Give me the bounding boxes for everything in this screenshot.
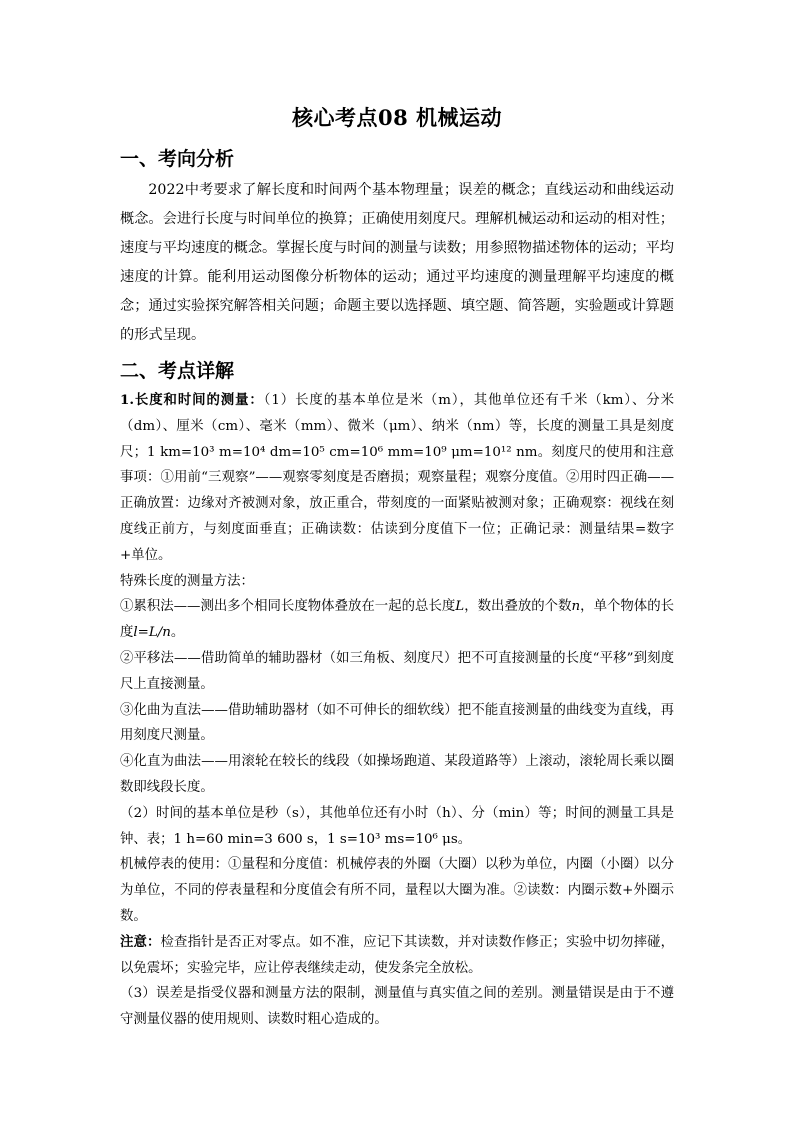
text-run: ，数出叠放的个数 xyxy=(464,599,572,615)
note-label: 注意： xyxy=(120,933,161,950)
paragraph-lead: 1.长度和时间的测量： xyxy=(120,392,264,408)
error-paragraph: （3）误差是指受仪器和测量方法的限制，测量值与真实值之间的差别。测量错误是由于不遵守测量仪器的使用规则、读数时粗心造成的。 xyxy=(120,986,674,1028)
stopwatch-usage-paragraph: 机械停表的使用：①量程和分度值：机械停表的外圈（大圈）以秒为单位，内圈（小圈）以分为单位，不同的停表量程和分度值会有所不同，量程以大圈为准。②读数：内圈示数+外圈示数。 xyxy=(120,857,674,924)
note-paragraph xyxy=(120,930,674,982)
section-heading-analysis: 一、考向分析 xyxy=(120,148,235,170)
special-length-heading: 特殊长度的测量方法： xyxy=(120,573,254,589)
analysis-paragraph: 2022中考要求了解长度和时间两个基本物理量；误差的概念；直线运动和曲线运动概念。会进行长度与时间单位的换算；正确使用刻度尺。理解机械运动和运动的相对性；速度与平均速度的概念。掌握长度与时间的测量与读数；用参照物描述物体的运动；平均速度的计算。能利用运动图像分析物体的运动；通过平均速度的测量理解平均速度的概念；通过实验探究解答相关问题；命题主要以选择题、填空题、简答题，实验题或计算题的形式呈现。 xyxy=(120,182,674,343)
page-title: 核心考点08 机械运动 xyxy=(291,105,503,130)
section-heading-details: 二、考点详解 xyxy=(120,360,235,382)
paragraph-text: （1）长度的基本单位是米（m），其他单位还有千米（km）、分米（dm）、厘米（cm）、毫米（mm）、微米（μm）、纳米（nm）等，长度的测量工具是刻度尺；1 km=10³ m=10⁴ dm=10⁵ cm=10⁶ mm=10⁹ μm=10¹² nm。刻度尺的使用和注意事项：①用前“三观察”——观察零刻度是否磨损；观察量程；观察分度值。②用时四正确——正确放置：边缘对齐被测对象，放正重合，带刻度的一面紧贴被测对象；正确观察：视线在刻度线正前方，与刻度面垂直；正确读数：估读到分度值下一位；正确记录：测量结果=数字+单位。 xyxy=(120,393,674,563)
formula: l=L/n xyxy=(133,625,171,641)
note-text: 检查指针是否正对零点。如不准，应记下其读数，并对读数作修正；实验中切勿摔碰，以免震坏；实验完毕，应让停表继续走动，使发条完全放松。 xyxy=(120,934,674,976)
method-accumulation xyxy=(120,594,674,646)
method-curve-to-line: ③化曲为直法——借助辅助器材（如不可伸长的细软线）把不能直接测量的曲线变为直线，再用刻度尺测量。 xyxy=(120,702,674,744)
length-time-measurement-paragraph xyxy=(120,388,674,569)
variable-L: L xyxy=(455,599,465,615)
details-body xyxy=(120,388,674,1033)
text-run: 。 xyxy=(170,625,185,641)
method-line-to-curve: ④化直为曲法——用滚轮在较长的线段（如操场跑道、某段道路等）上滚动，滚轮周长乘以圈数即线段长度。 xyxy=(120,754,674,795)
text-run: ①累积法——测出多个相同长度物体叠放在一起的总长度 xyxy=(120,599,456,615)
variable-n: n xyxy=(571,599,581,615)
text-run: ，单个物体的长度 xyxy=(120,599,675,641)
time-unit-paragraph: （2）时间的基本单位是秒（s），其他单位还有小时（h）、分（min）等；时间的测量工具是钟、表；1 h=60 min=3 600 s，1 s=10³ ms=10⁶ μs。 xyxy=(120,805,674,847)
method-translation: ②平移法——借助简单的辅助器材（如三角板、刻度尺）把不可直接测量的长度“平移”到刻度尺上直接测量。 xyxy=(120,650,674,692)
